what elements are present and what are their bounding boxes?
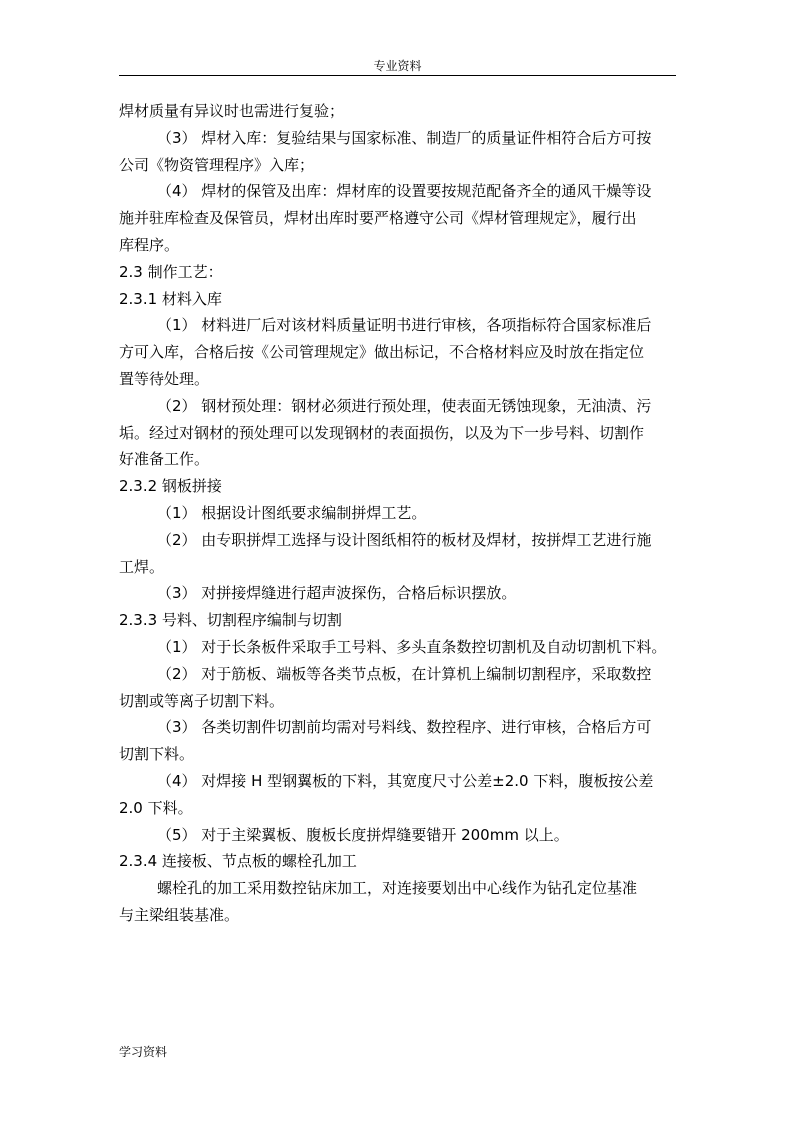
- text-line: 切割下料。: [119, 745, 195, 764]
- text-line: 2.0 下料。: [119, 798, 193, 817]
- text-line: 库程序。: [119, 235, 180, 254]
- text-line: （2） 对于筋板、端板等各类节点板，在计算机上编制切割程序，采取数控: [157, 664, 652, 683]
- text-line: 2.3.4 连接板、节点板的螺栓孔加工: [119, 852, 357, 871]
- text-line: 2.3.1 材料入库: [119, 289, 222, 308]
- document-body: [119, 98, 679, 929]
- text-line: 置等待处理。: [119, 369, 210, 388]
- text-line: （1） 根据设计图纸要求编制拼焊工艺。: [157, 503, 427, 522]
- page-header: 专业资料: [373, 59, 422, 73]
- text-line: 施并驻库检查及保管员，焊材出库时要严格遵守公司《焊材管理规定》，履行出: [119, 209, 637, 228]
- text-line: 方可入库，合格后按《公司管理规定》做出标记，不合格材料应及时放在指定位: [119, 343, 645, 362]
- text-line: （3） 焊材入库：复验结果与国家标准、制造厂的质量证件相符合后方可按: [157, 128, 652, 147]
- text-line: 2.3.2 钢板拼接: [119, 477, 222, 496]
- header-divider: [119, 75, 676, 76]
- text-line: 2.3 制作工艺：: [119, 262, 223, 281]
- text-line: 好准备工作。: [119, 450, 210, 469]
- text-line: 切割或等离子切割下料。: [119, 691, 285, 710]
- text-line: 螺栓孔的加工采用数控钻床加工，对连接要划出中心线作为钻孔定位基准: [157, 879, 638, 898]
- text-line: 焊材质量有异议时也需进行复验；: [119, 102, 345, 120]
- text-line: （4） 焊材的保管及出库：焊材库的设置要按规范配备齐全的通风干燥等设: [157, 182, 652, 201]
- text-line: （3） 各类切割件切割前均需对号料线、数控程序、进行审核，合格后方可: [157, 718, 652, 737]
- text-line: （3） 对拼接焊缝进行超声波探伤，合格后标识摆放。: [157, 584, 517, 603]
- text-line: 2.3.3 号料、切割程序编制与切割: [119, 611, 342, 630]
- text-line: （5） 对于主梁翼板、腹板长度拼焊缝要错开 200mm 以上。: [157, 825, 569, 844]
- text-line: （2） 由专职拼焊工选择与设计图纸相符的板材及焊材，按拼焊工艺进行施: [157, 530, 652, 549]
- text-line: 与主梁组装基准。: [119, 905, 240, 924]
- text-line: （2） 钢材预处理：钢材必须进行预处理，使表面无锈蚀现象，无油渍、污: [157, 396, 652, 415]
- page-footer: 学习资料: [119, 1045, 168, 1059]
- text-line: 公司《物资管理程序》入库；: [119, 155, 315, 174]
- text-line: （1） 材料进厂后对该材料质量证明书进行审核，各项指标符合国家标准后: [157, 316, 652, 335]
- text-line: （4） 对焊接 H 型钢翼板的下料，其宽度尺寸公差±2.0 下料，腹板按公差: [157, 771, 654, 790]
- text-line: 工焊。: [119, 557, 165, 576]
- text-line: 垢。经过对钢材的预处理可以发现钢材的表面损伤，以及为下一步号料、切割作: [119, 423, 645, 442]
- text-line: （1） 对于长条板件采取手工号料、多头直条数控切割机及自动切割机下料。: [157, 637, 667, 656]
